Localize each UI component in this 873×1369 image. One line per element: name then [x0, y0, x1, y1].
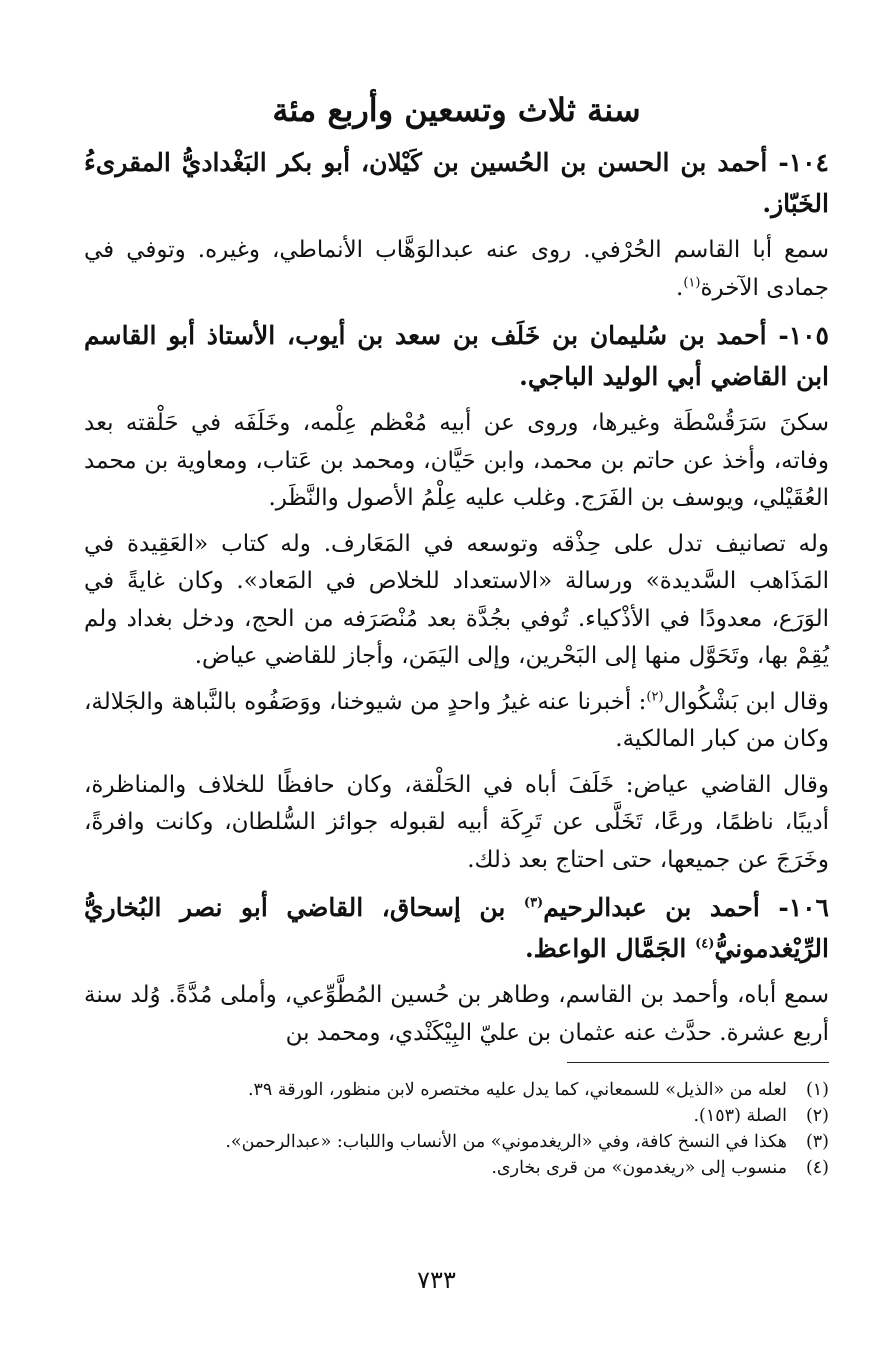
page-number: ٧٣٣	[417, 1266, 456, 1294]
entry-106-heading	[84, 887, 829, 969]
footnote-text: لعله من «الذيل» للسمعاني، كما يدل عليه مختصره لابن منظور، الورقة ٣٩.	[247, 1080, 787, 1100]
entry-105-paragraph-3	[84, 684, 829, 759]
footnote-4	[84, 1155, 829, 1181]
entry-104-end: .	[676, 274, 684, 301]
entry-106-head-start: ١٠٦- أحمد بن عبدالرحيم	[543, 893, 829, 922]
section-title: سنة ثلاث وتسعين وأربع مئة	[272, 91, 641, 129]
entry-105-paragraph-2: وله تصانيف تدل على حِذْقه وتوسعه في المَعَارف. وله كتاب «العَقِيدة في المَذَاهب السَّديدة» ورسالة «الاستعداد للخلاص في المَعاد». وكان غايةً في الوَرَع، معدودًا في الأذْكياء. تُوفي بجُدَّة بعد مُنْصَرَفه من الحج، ودخل بغداد ولم يُقِمْ بها، وتَحَوَّل منها إلى البَحْرين، وإلى اليَمَن، وأجاز للقاضي عياض.	[84, 530, 829, 669]
entry-105-heading: ١٠٥- أحمد بن سُليمان بن خَلَف بن سعد بن أيوب، الأستاذ أبو القاسم ابن القاضي أبي الوليد الباجي.	[84, 321, 829, 391]
footnote-number: (٣)	[805, 1132, 829, 1152]
entry-106-head-mid: بن إسحاق، القاضي أبو نصر البُخاريُّ الرِّيْغدمونيُّ	[84, 893, 829, 963]
entry-106-head-end: الجَمَّال الواعظ.	[524, 934, 696, 963]
footnote-divider	[567, 1062, 829, 1063]
footnote-number: (٢)	[805, 1106, 829, 1126]
footnote-ref-2[interactable]: (٢)	[646, 688, 664, 704]
entry-104-body	[84, 232, 829, 307]
footnote-text: هكذا في النسخ كافة، وفي «الريغدموني» من الأنساب واللباب: «عبدالرحمن».	[225, 1132, 787, 1152]
footnote-text: منسوب إلى «ريغدمون» من قرى بخارى.	[491, 1158, 787, 1178]
entry-104-text: سمع أبا القاسم الحُرْفي. روى عنه عبدالوَهَّاب الأنماطي، وغيره. وتوفي في جمادى الآخرة	[84, 237, 829, 301]
footnote-text: الصلة (١٥٣).	[693, 1106, 787, 1126]
entry-104-heading: ١٠٤- أحمد بن الحسن بن الحُسين بن كَيْلان، أبو بكر البَغْداديُّ المقرىءُ الخَبّاز.	[84, 148, 829, 218]
footnote-3	[84, 1129, 829, 1155]
entry-105-paragraph-1: سكنَ سَرَقُسْطَة وغيرها، وروى عن أبيه مُعْظم عِلْمه، وخَلَفَه في حَلْقته بعد وفاته، وأخذ عن حاتم بن محمد، وابن حَيَّان، ومحمد بن عَتاب، ومعاوية بن محمد العُقَيْلي، ويوسف بن الفَرَج. وغلب عليه عِلْمُ الأصول والنَّظَر.	[84, 410, 829, 511]
footnote-ref-3[interactable]: (٣)	[523, 895, 544, 911]
footnote-2	[84, 1103, 829, 1129]
entry-106-body: سمع أباه، وأحمد بن القاسم، وطاهر بن حُسين المُطَّوِّعي، وأملى مُدَّةً. وُلد سنة أربع عشرة. حدَّث عنه عثمان بن عليّ البِيْكَنْدي، ومحمد بن	[84, 982, 829, 1046]
entry-105-p3-text: : أخبرنا عنه غيرُ واحدٍ من شيوخنا، ووَصَفُوه بالنَّباهة والجَلالة، وكان من كبار المالكية.	[84, 688, 829, 752]
footnote-ref-4[interactable]: (٤)	[695, 936, 715, 952]
footnote-number: (٤)	[805, 1158, 829, 1178]
entry-105-paragraph-4: وقال القاضي عياض: خَلَفَ أباه في الحَلْقة، وكان حافظًا للخلاف والمناظرة، أديبًا، ناظمًا، ورعًا، تَخَلَّى عن تَرِكَة أبيه لقبوله جوائز السُّلطان، وكانت وافرةً، وخَرَجَ عن جميعها، حتى احتاج بعد ذلك.	[84, 771, 829, 873]
footnote-number: (١)	[805, 1080, 829, 1100]
footnote-ref-1[interactable]: (١)	[683, 274, 701, 290]
footnotes	[84, 1077, 829, 1181]
entry-105-p3-lead: وقال ابن بَشْكُوال	[663, 688, 829, 715]
footnote-1	[84, 1077, 829, 1103]
